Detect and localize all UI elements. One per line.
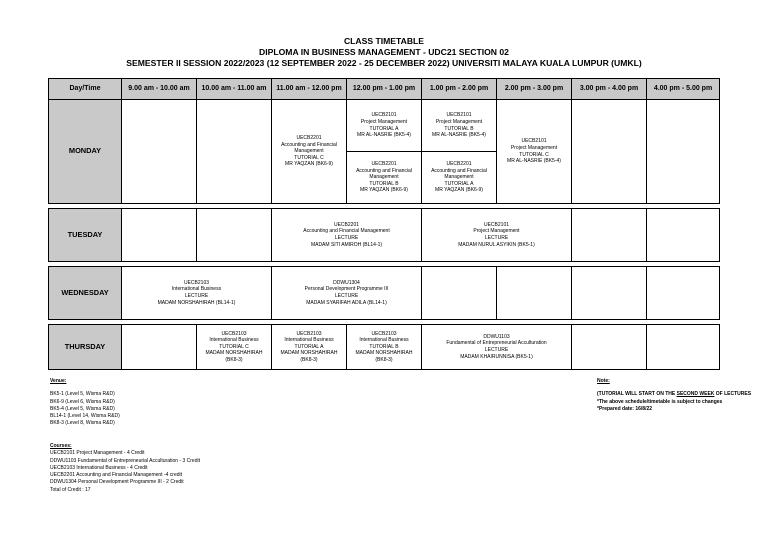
class-line: LECTURE [334, 235, 359, 241]
class-line: Fundamental of Entrepreneurial Acculturation [446, 340, 547, 347]
course-item: UECB2201 Accounting and Financial Management -4 credit [50, 472, 183, 479]
class-line: UECB2201 [371, 161, 397, 168]
col-header-1200: 12.00 pm - 1.00 pm [347, 79, 422, 100]
class-cell [347, 325, 422, 370]
courses-section [50, 443, 370, 494]
title-line-2: DIPLOMA IN BUSINESS MANAGEMENT - UDC21 SECTION 02 [259, 47, 509, 57]
class-cell [272, 209, 422, 262]
note-title: Note: [597, 378, 610, 384]
class-line: (BK8-3) [375, 356, 393, 363]
class-line: MADAM NORSHAHIRAH (BL14-1) [157, 299, 236, 306]
col-header-1600: 4.00 pm - 5.00 pm [647, 79, 720, 100]
empty-cell [122, 100, 197, 204]
class-line: Accounting and Financial [281, 141, 337, 148]
note-underlined-text: SECOND WEEK [676, 391, 715, 398]
course-item: DDWU1103 Fundamental of Entrepreneurial Acculturation - 3 Credit [50, 457, 200, 464]
class-line: MADAM NURUL ASYIKIN (BK5-1) [458, 241, 535, 248]
day-monday: MONDAY [49, 100, 122, 204]
class-line: LECTURE [484, 347, 509, 353]
empty-cell [197, 100, 272, 204]
class-line: DDWU1103 [483, 333, 510, 340]
class-line: TUTORIAL B [369, 343, 399, 350]
class-line: (BK8-3) [225, 356, 243, 363]
venue-item: BK6-9 (Level 6, Wisma R&D) [50, 398, 115, 405]
class-cell [422, 152, 497, 204]
class-line: MADAM SYARIFAH ADILA (BL14-1) [306, 299, 387, 306]
class-line: MADAM SITI AMIROH (BL14-1) [310, 241, 383, 248]
class-cell [422, 325, 572, 370]
note-text: OF LECTURES [714, 391, 752, 398]
col-header-1400: 2.00 pm - 3.00 pm [497, 79, 572, 100]
monday-row-1 [49, 100, 720, 152]
course-item: DDWU1304 Personal Development Programme III - 2 Credit [50, 479, 184, 486]
class-line: MR YAQZAN (BK6-9) [360, 187, 408, 194]
class-cell [497, 100, 572, 204]
class-line: (BK8-3) [300, 356, 318, 363]
col-header-1100: 11.00 am - 12.00 pm [272, 79, 347, 100]
venue-title: Venue: [50, 378, 67, 384]
class-line: MADAM NORSHAHIRAH [205, 350, 263, 357]
day-thursday: THURSDAY [49, 325, 122, 370]
class-line: Accounting and Financial Management [303, 228, 390, 235]
empty-cell [647, 100, 720, 204]
class-line: Accounting and Financial [356, 167, 412, 174]
class-line: International Business [359, 337, 409, 344]
class-cell [197, 325, 272, 370]
empty-cell [647, 267, 720, 320]
class-cell [122, 267, 272, 320]
class-line: UECB2103 [371, 330, 397, 337]
title-line-3: SEMESTER II SESSION 2022/2023 (12 SEPTEMBER 2022 - 25 DECEMBER 2022) UNIVERSITI MALAYA KUALA LUMPUR (UMKL) [126, 58, 642, 68]
class-cell [422, 209, 572, 262]
class-line: Management [294, 148, 324, 155]
class-line: MR YAQZAN (BK6-9) [435, 187, 483, 194]
note-text: (TUTORIAL WILL START ON THE [597, 391, 677, 398]
timetable [48, 78, 720, 370]
class-cell [347, 152, 422, 204]
col-header-1000: 10.00 am - 11.00 am [197, 79, 272, 100]
class-cell [272, 100, 347, 204]
class-cell [272, 325, 347, 370]
venue-section [50, 378, 350, 428]
venue-item: BK5-1 (Level 5, Wisma R&D) [50, 391, 115, 398]
title-line-1: CLASS TIMETABLE [343, 36, 425, 46]
class-line: UECB2103 [296, 330, 322, 337]
class-line: TUTORIAL B [369, 180, 399, 187]
venue-item: BL14-1 (Level 14, Wisma R&D) [50, 413, 120, 420]
course-item: UECB2103 International Business - 4 Credit [50, 464, 148, 471]
class-line: MR AL-NASRIE (BK5-4) [507, 158, 561, 165]
empty-cell [572, 325, 647, 370]
day-wednesday: WEDNESDAY [49, 267, 122, 320]
empty-cell [647, 209, 720, 262]
class-line: MADAM NORSHAHIRAH [280, 350, 338, 357]
thursday-row [49, 325, 720, 370]
class-line: MR AL-NASRIE (BK5-4) [432, 132, 486, 139]
empty-cell [647, 325, 720, 370]
venue-item: BK8-3 (Level 8, Wisma R&D) [50, 420, 115, 427]
class-line: LECTURE [484, 235, 509, 241]
class-line: Management [444, 174, 474, 181]
tuesday-row [49, 209, 720, 262]
class-line: TUTORIAL A [444, 180, 474, 187]
class-line: TUTORIAL C [294, 154, 324, 161]
class-line: MR AL-NASRIE (BK5-4) [357, 132, 411, 139]
wednesday-row [49, 267, 720, 320]
note-line-3: *Prepared date: 16/8/22 [597, 405, 653, 412]
class-line: UECB2201 [446, 161, 472, 168]
empty-cell [197, 209, 272, 262]
day-tuesday: TUESDAY [49, 209, 122, 262]
note-section [597, 378, 768, 413]
class-line: International Business [171, 286, 222, 293]
col-header-1500: 3.00 pm - 4.00 pm [572, 79, 647, 100]
class-cell [272, 267, 422, 320]
class-line: Personal Development Programme III [304, 286, 389, 293]
note-line-2: *The above schedule/timetable is subject to changes [597, 398, 723, 405]
empty-cell [572, 267, 647, 320]
class-line: MADAM NORSHAHIRAH [355, 350, 413, 357]
class-line: UECB2201 [296, 135, 322, 142]
col-header-0900: 9.00 am - 10.00 am [122, 79, 197, 100]
class-line: TUTORIAL C [219, 343, 249, 350]
class-line: DDWU1304 [333, 279, 360, 286]
total-credit: Total of Credit : 17 [50, 486, 91, 493]
class-line: UECB2101 [483, 221, 509, 228]
class-line: International Business [284, 337, 334, 344]
class-line: Project Management [360, 118, 408, 125]
empty-cell [422, 267, 497, 320]
col-header-day: Day/Time [49, 79, 122, 100]
venue-item: BK5-4 (Level 5, Wisma R&D) [50, 405, 115, 412]
class-line: MADAM KHAIRUNNISA (BK5-1) [460, 353, 533, 360]
header-row [49, 79, 720, 100]
class-cell [422, 100, 497, 152]
class-line: Management [369, 174, 399, 181]
class-line: Project Management [435, 118, 483, 125]
class-line: LECTURE [184, 293, 209, 299]
empty-cell [572, 100, 647, 204]
class-line: LECTURE [334, 293, 359, 299]
class-line: UECB2101 [446, 112, 472, 119]
class-line: UECB2101 [521, 138, 547, 145]
course-item: UECB2101 Project Management - 4 Credit [50, 450, 145, 457]
courses-title: Courses: [50, 443, 72, 449]
col-header-1300: 1.00 pm - 2.00 pm [422, 79, 497, 100]
empty-cell [497, 267, 572, 320]
class-line: Accounting and Financial [431, 167, 487, 174]
class-line: UECB2103 [183, 279, 209, 286]
empty-cell [122, 209, 197, 262]
class-line: TUTORIAL C [519, 151, 549, 158]
class-line: TUTORIAL A [294, 343, 324, 350]
class-line: TUTORIAL A [369, 125, 399, 132]
class-line: International Business [209, 337, 259, 344]
class-line: UECB2101 [371, 112, 397, 119]
class-line: UECB2201 [333, 221, 359, 228]
class-line: UECB2103 [221, 330, 247, 337]
class-line: Project Management [510, 144, 558, 151]
class-line: Project Management [473, 228, 520, 235]
class-line: TUTORIAL B [444, 125, 474, 132]
empty-cell [122, 325, 197, 370]
class-cell [347, 100, 422, 152]
empty-cell [572, 209, 647, 262]
class-line: MR YAQZAN (BK6-9) [285, 161, 333, 168]
note-line-1 [597, 391, 768, 398]
